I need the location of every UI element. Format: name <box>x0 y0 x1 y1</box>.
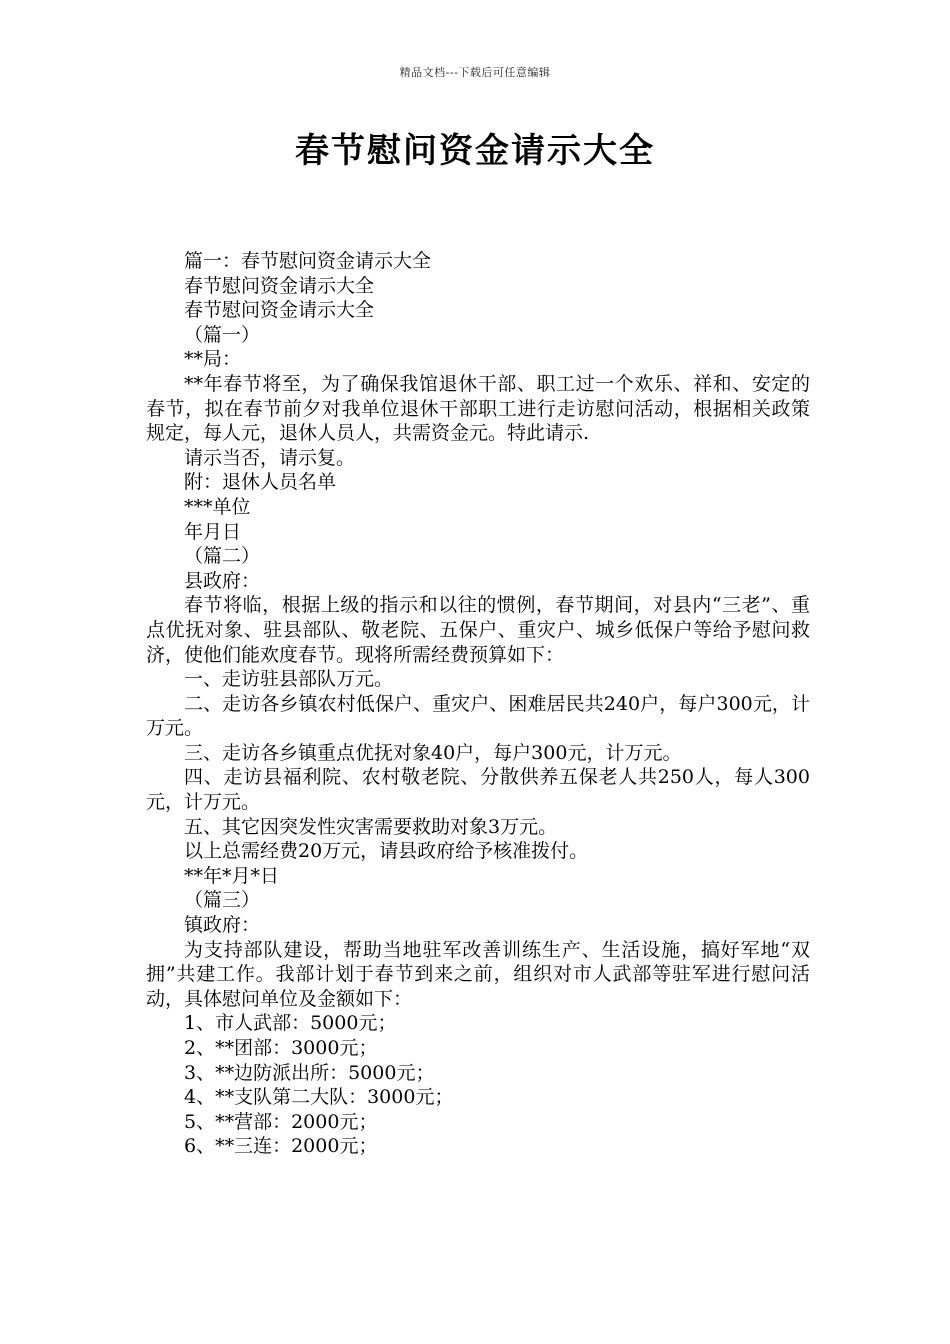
paragraph: 请示当否，请示复。 <box>184 446 356 469</box>
paragraph: **年春节将至，为了确保我馆退休干部、职工过一个欢乐、祥和、安定的春节，拟在春节前夕对我单位退休干部职工进行走访慰问活动，根据相关政策规定，每人元，退休人员人，共需资金元。特此请示. <box>146 372 810 445</box>
paragraph: 年月日 <box>184 520 242 543</box>
paragraph: 五、其它因突发性灾害需要救助对象3万元。 <box>184 815 558 838</box>
paragraph: 春节慰问资金请示大全 <box>184 274 375 297</box>
paragraph: 春节将临，根据上级的指示和以往的惯例，春节期间，对县内“三老”、重点优抚对象、驻县部队、敬老院、五保户、重灾户、城乡低保户等给予慰问救济，使他们能欢度春节。现将所需经费预算如下： <box>146 594 810 666</box>
paragraph: 1、市人武部：5000元； <box>184 1012 397 1035</box>
paragraph: 以上总需经费20万元，请县政府给予核准拨付。 <box>184 840 589 863</box>
paragraph: 四、走访县福利院、农村敬老院、分散供养五保老人共250人，每人300元，计万元。 <box>146 766 810 814</box>
paragraph: 二、走访各乡镇农村低保户、重灾户、困难居民共240户，每户300元，计万元。 <box>146 692 810 740</box>
paragraph: 县政府： <box>184 569 261 592</box>
header-note: 精品文档---下载后可任意编辑 <box>399 66 551 79</box>
paragraph: 3、**边防派出所：5000元； <box>184 1061 435 1084</box>
paragraph: ***单位 <box>184 495 251 518</box>
document-title: 春节慰问资金请示大全 <box>295 131 655 171</box>
paragraph: 附：退休人员名单 <box>184 471 337 494</box>
paragraph: （篇一） <box>184 323 261 346</box>
paragraph: **年*月*日 <box>184 864 280 887</box>
paragraph: 镇政府： <box>184 914 261 937</box>
paragraph: 5、**营部：2000元； <box>184 1110 378 1133</box>
document-body <box>146 249 810 1159</box>
paragraph: （篇二） <box>184 545 261 568</box>
paragraph: 三、走访各乡镇重点优抚对象40户，每户300元，计万元。 <box>184 741 682 764</box>
paragraph: 春节慰问资金请示大全 <box>184 299 375 322</box>
paragraph: 6、**三连：2000元； <box>184 1135 378 1158</box>
paragraph: 一、走访驻县部队万元。 <box>184 668 394 691</box>
paragraph: （篇三） <box>184 889 261 912</box>
paragraph: **局： <box>184 348 242 371</box>
paragraph: 4、**支队第二大队：3000元； <box>184 1086 454 1109</box>
paragraph: 为支持部队建设，帮助当地驻军改善训练生产、生活设施，搞好军地“双拥”共建工作。我部计划于春节到来之前，组织对市人武部等驻军进行慰问活动，具体慰问单位及金额如下： <box>146 938 810 1010</box>
paragraph: 篇一：春节慰问资金请示大全 <box>184 250 432 272</box>
paragraph: 2、**团部：3000元； <box>184 1037 378 1059</box>
